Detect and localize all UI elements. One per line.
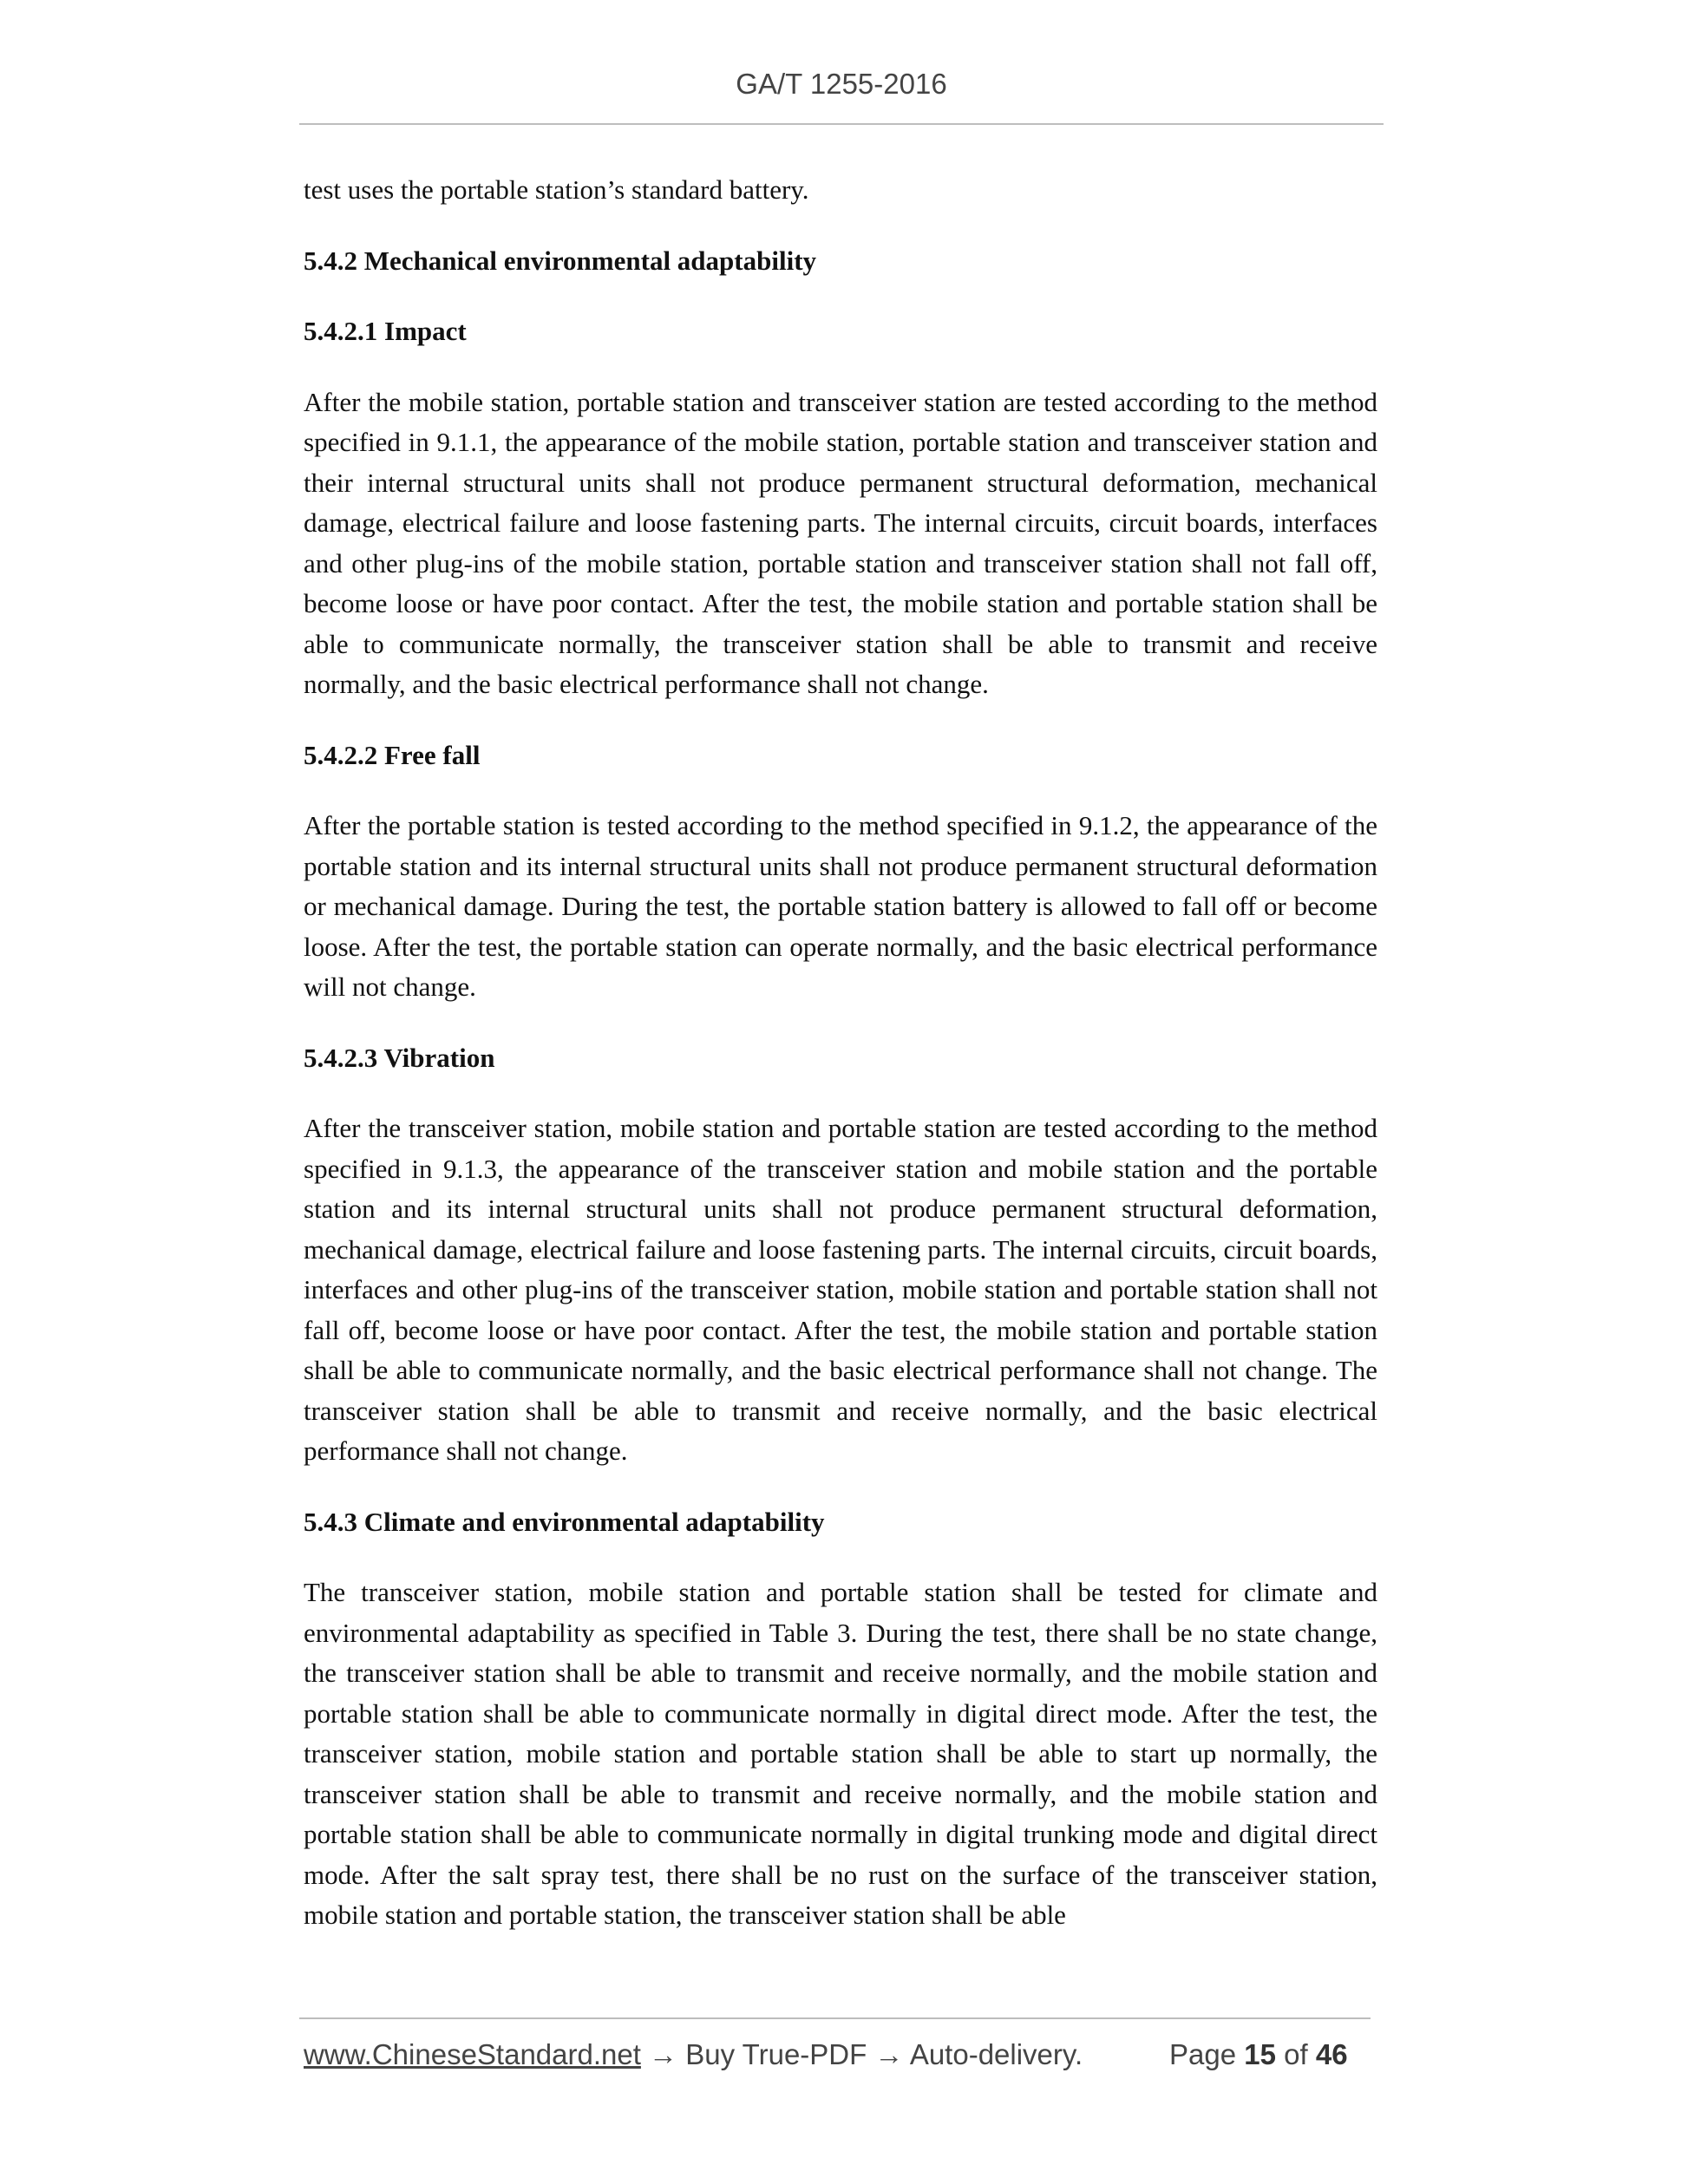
current-page-number: 15: [1244, 2038, 1276, 2070]
continuation-paragraph: test uses the portable station’s standard battery.: [304, 174, 809, 205]
footer-divider: [299, 2017, 1371, 2019]
section-heading-5-4-2-2: 5.4.2.2 Free fall: [304, 739, 481, 770]
section-heading-5-4-2: 5.4.2 Mechanical environmental adaptability: [304, 245, 817, 276]
site-link[interactable]: www.ChineseStandard.net: [304, 2038, 641, 2070]
page-indicator: [1169, 2038, 1348, 2071]
paragraph-climate: The transceiver station, mobile station and portable station shall be tested for climate and environmental adaptability as specified in Table 3. During the test, there shall be no state change, the transceiver station shall be able to transmit and receive normally, and the mobile station and portable station shall be able to communicate normally in digital direct mode. After the test, the transceiver station, mobile station and portable station shall be able to start up normally, the transceiver station shall be able to transmit and receive normally, and the mobile station and portable station shall be able to communicate normally in digital trunking mode and digital direct mode. After the salt spray test, there shall be no rust on the surface of the transceiver station, mobile station and portable station, the transceiver station shall be able: [304, 1577, 1377, 1930]
page-label: Page: [1169, 2038, 1237, 2070]
page-footer: [304, 2038, 1377, 2071]
section-heading-5-4-2-3: 5.4.2.3 Vibration: [304, 1042, 495, 1073]
document-body: [304, 170, 1377, 1936]
of-label: of: [1284, 2038, 1308, 2070]
total-page-number: 46: [1315, 2038, 1348, 2070]
section-heading-5-4-3: 5.4.3 Climate and environmental adaptability: [304, 1506, 825, 1537]
paragraph-free-fall: After the portable station is tested according to the method specified in 9.1.2, the appearance of the portable station and its internal structural units shall not produce permanent structural deformation or mechanical damage. During the test, the portable station battery is allowed to fall off or become loose. After the test, the portable station can operate normally, and the basic electrical performance will not change.: [304, 810, 1377, 1002]
page-header-doc-id: GA/T 1255-2016: [736, 68, 947, 100]
paragraph-impact: After the mobile station, portable station and transceiver station are tested according to the method specified in 9.1.1, the appearance of the mobile station, portable station and transceiver station and their internal structural units shall not produce permanent structural deformation, mechanical damage, electrical failure and loose fastening parts. The internal circuits, circuit boards, interfaces and other plug-ins of the mobile station, portable station and transceiver station shall not fall off, become loose or have poor contact. After the test, the mobile station and portable station shall be able to communicate normally, the transceiver station shall be able to transmit and receive normally, and the basic electrical performance shall not change.: [304, 386, 1377, 699]
section-heading-5-4-2-1: 5.4.2.1 Impact: [304, 316, 467, 346]
header-divider: [299, 123, 1384, 125]
paragraph-vibration: After the transceiver station, mobile station and portable station are tested according to the method specified in 9.1.3, the appearance of the transceiver station and mobile station and the portable station and its internal structural units shall not produce permanent structural deformation, mechanical damage, electrical failure and loose fastening parts. The internal circuits, circuit boards, interfaces and other plug-ins of the transceiver station, mobile station and portable station shall not fall off, become loose or have poor contact. After the test, the mobile station and portable station shall be able to communicate normally, and the basic electrical performance shall not change. The transceiver station shall be able to transmit and receive normally, and the basic electrical performance shall not change.: [304, 1113, 1377, 1466]
footer-promo-text: → Buy True-PDF → Auto-delivery.: [640, 2038, 1083, 2070]
